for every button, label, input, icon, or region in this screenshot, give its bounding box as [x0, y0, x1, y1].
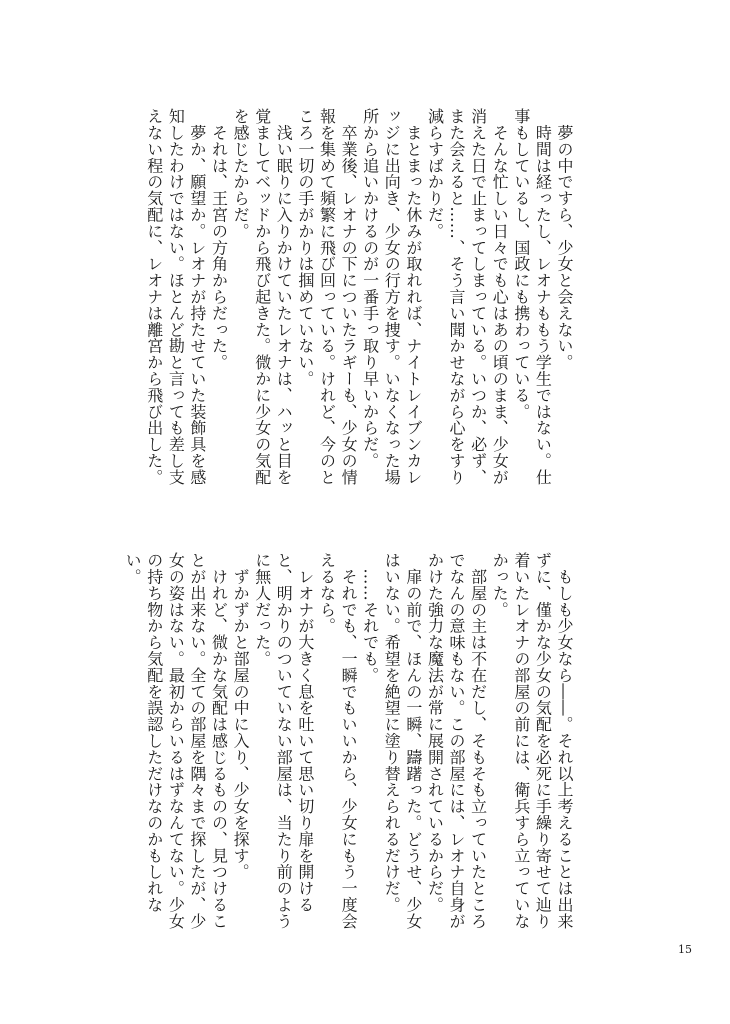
paragraph: レオナが大きく息を吐いて思い切り扉を開ける と、明かりのついていない部屋は、当たり前のよう に無人だった。 [252, 552, 315, 930]
page-number: 15 [678, 943, 692, 956]
paragraph: けれど、微かな気配は感じるものの、見つけるこ とが出来ない。全ての部屋を隅々まで探したが、少 女の姿はない。最初からいるはずなんてない。少女 の持ち物から気配を誤認しただけなのかもしれない。 [123, 552, 229, 930]
paragraph: 浅い眠りに入りかけていたレオナは、ハッと目を 覚ましてベッドから飛び起きた。微かに少女の気配 を感じたからだ。 [231, 108, 294, 486]
paragraph: そんな忙しい日々でも心はあの頃のまま、少女が 消えた日で止まってしまっている。いつか、必ず、 また会えると……、そう言い聞かせながら心をすり 減らすばかりだ。 [425, 108, 510, 486]
paragraph: 夢か、願望か。レオナが持たせていた装飾具を感 知したわけではない。ほとんど勘と言っても差し支 えない程の気配に、レオナは離宮から飛び出した。 [144, 108, 207, 486]
upper-text-block [100, 108, 575, 498]
lower-text-block [100, 552, 575, 942]
paragraph: 卒業後、レオナの下についたラギーも、少女の情 報を集めて頻繁に飛び回っている。けれど、今のと ころ一切の手がかりは掴めていない。 [295, 108, 359, 486]
paragraph: 時間は経ったし、レオナももう学生ではない。仕 事もしているし、国政にも携わっている。 [511, 108, 553, 486]
paragraph: それは、王宮の方角からだった。 [209, 108, 229, 371]
paragraph: ……それでも。 [360, 552, 380, 684]
paragraph: まとまった休みが取れれば、ナイトレイブンカレ ッジに出向き、少女の行方を捜す。いなくなった場 所から追いかけるのが一番手っ取り早いからだ。 [360, 108, 423, 486]
paragraph: 部屋の主は不在だし、そもそも立っていたところ でなんの意味もない。この部屋には、レオナ自身が かけた強力な魔法が常に展開されているからだ。 [425, 552, 488, 930]
paragraph: ずかずかと部屋の中に入り、少女を探す。 [231, 552, 251, 880]
paragraph: 扉の前で、ほんの一瞬、躊躇った。どうせ、少女 はいない。希望を絶望に塗り替えられるだけだ。 [382, 552, 423, 930]
paragraph: 夢の中ですら、少女と会えない。 [555, 108, 574, 371]
paragraph: それでも、一瞬でもいいから、少女にもう一度会 えるなら。 [317, 552, 359, 930]
paragraph: もしも少女なら――。それ以上考えることは出来 ずに、僅かな少女の気配を必死に手繰り寄せて辿り 着いたレオナの部屋の前には、衛兵すら立っていな かった。 [490, 552, 574, 930]
